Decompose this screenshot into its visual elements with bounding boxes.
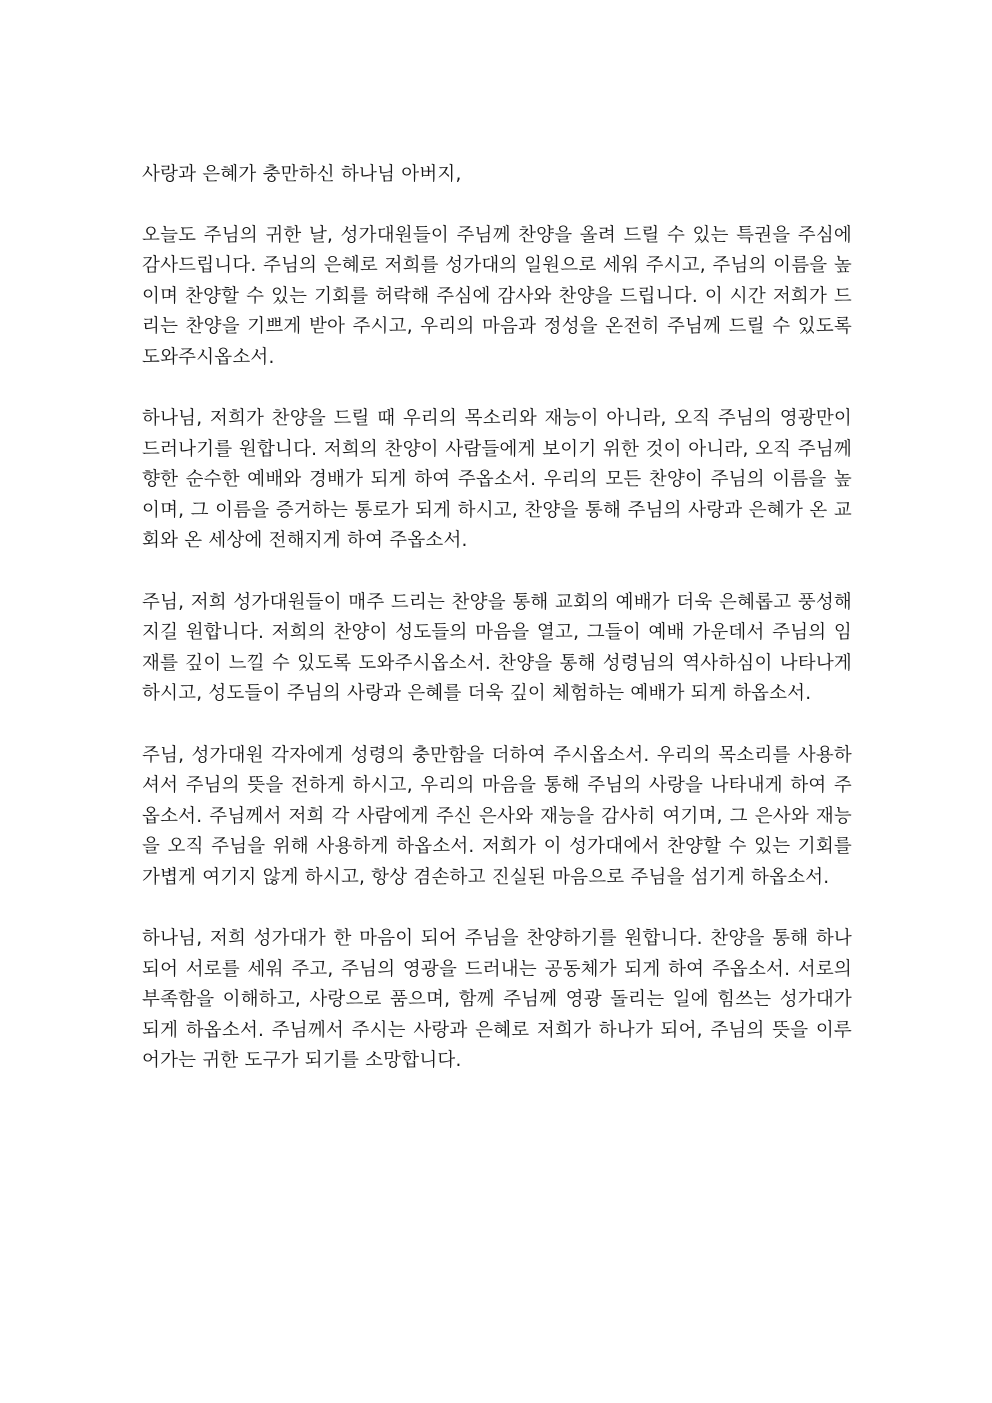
paragraph-5: 하나님, 저희 성가대가 한 마음이 되어 주님을 찬양하기를 원합니다. 찬양을 통해 하나 되어 서로를 세워 주고, 주님의 영광을 드러내는 공동체가 되게 하여 주옵소서. 서로의 부족함을 이해하고, 사랑으로 품으며, 함께 주님께 영광 돌리는 일에 힘쓰는 성가대가 되게 하옵소서. 주님께서 주시는 사랑과 은혜로 저희가 하나가 되어, 주님의 뜻을 이루어가는 귀한 도구가 되기를 소망합니다. xyxy=(142,928,852,1071)
paragraph-1: 오늘도 주님의 귀한 날, 성가대원들이 주님께 찬양을 올려 드릴 수 있는 특권을 주심에 감사드립니다. 주님의 은혜로 저희를 성가대의 일원으로 세워 주시고, 주님의 이름을 높이며 찬양할 수 있는 기회를 허락해 주심에 감사와 찬양을 드립니다. 이 시간 저희가 드리는 찬양을 기쁘게 받아 주시고, 우리의 마음과 정성을 온전히 주님께 드릴 수 있도록 도와주시옵소서. xyxy=(142,224,852,368)
paragraph-3: 주님, 저희 성가대원들이 매주 드리는 찬양을 통해 교회의 예배가 더욱 은혜롭고 풍성해지길 원합니다. 저희의 찬양이 성도들의 마음을 열고, 그들이 예배 가운데서 주님의 임재를 깊이 느낄 수 있도록 도와주시옵소서. 찬양을 통해 성령님의 역사하심이 나타나게 하시고, 성도들이 주님의 사랑과 은혜를 더욱 깊이 체험하는 예배가 되게 하옵소서. xyxy=(142,591,852,704)
paragraph-2: 하나님, 저희가 찬양을 드릴 때 우리의 목소리와 재능이 아니라, 오직 주님의 영광만이 드러나기를 원합니다. 저희의 찬양이 사람들에게 보이기 위한 것이 아니라, 오직 주님께 향한 순수한 예배와 경배가 되게 하여 주옵소서. 우리의 모든 찬양이 주님의 이름을 높이며, 그 이름을 증거하는 통로가 되게 하시고, 찬양을 통해 주님의 사랑과 은혜가 온 교회와 온 세상에 전해지게 하여 주옵소서. xyxy=(142,408,852,551)
paragraph-4: 주님, 성가대원 각자에게 성령의 충만함을 더하여 주시옵소서. 우리의 목소리를 사용하셔서 주님의 뜻을 전하게 하시고, 우리의 마음을 통해 주님의 사랑을 나타내게 하여 주옵소서. 주님께서 저희 각 사람에게 주신 은사와 재능을 감사히 여기며, 그 은사와 재능을 오직 주님을 위해 사용하게 하옵소서. 저희가 이 성가대에서 찬양할 수 있는 기회를 가볍게 여기지 않게 하시고, 항상 겸손하고 진실된 마음으로 주님을 섬기게 하옵소서. xyxy=(142,744,852,888)
greeting-line: 사랑과 은혜가 충만하신 하나님 아버지, xyxy=(142,164,462,185)
prayer-text-body xyxy=(142,160,852,1077)
